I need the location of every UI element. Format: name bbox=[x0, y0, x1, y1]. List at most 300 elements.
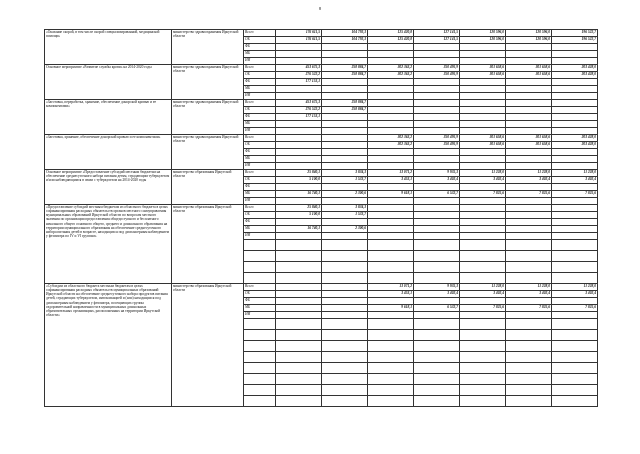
amount-cell bbox=[506, 114, 552, 121]
empty-cell bbox=[414, 363, 460, 374]
empty-cell bbox=[460, 396, 506, 407]
empty-cell bbox=[244, 341, 276, 352]
amount-cell: 453 675,3 bbox=[276, 65, 322, 72]
amount-cell bbox=[552, 156, 598, 163]
amount-cell bbox=[552, 107, 598, 114]
amount-cell bbox=[506, 44, 552, 51]
empty-cell bbox=[322, 262, 368, 273]
empty-cell bbox=[552, 330, 598, 341]
amount-cell bbox=[368, 51, 414, 58]
amount-cell: 177 153,1 bbox=[276, 79, 322, 86]
amount-cell: 120 596,0 bbox=[506, 30, 552, 37]
amount-cell: 7 825,6 bbox=[506, 191, 552, 198]
amount-cell bbox=[276, 291, 322, 298]
page-number: 8 bbox=[318, 6, 322, 11]
amount-cell: 176 611,5 bbox=[276, 30, 322, 37]
empty-cell bbox=[506, 330, 552, 341]
funding-source: ОБ bbox=[244, 142, 276, 149]
measure-name: «Заготовка, хранение, обеспечение донорской кровью и ее компонентами» bbox=[45, 135, 172, 170]
amount-cell: 1 533,7 bbox=[322, 212, 368, 219]
funding-source: МБ bbox=[244, 121, 276, 128]
amount-cell: 13 071,2 bbox=[368, 170, 414, 177]
amount-cell bbox=[414, 93, 460, 100]
funding-source: ОБ bbox=[244, 291, 276, 298]
amount-cell bbox=[552, 128, 598, 135]
funding-source: ИИ bbox=[244, 163, 276, 170]
amount-cell bbox=[368, 44, 414, 51]
amount-cell bbox=[322, 149, 368, 156]
empty-cell bbox=[276, 273, 322, 284]
funding-source: ОБ bbox=[244, 177, 276, 184]
funding-source: ОБ bbox=[244, 107, 276, 114]
amount-cell: 11 228,0 bbox=[552, 284, 598, 291]
empty-cell bbox=[414, 330, 460, 341]
amount-cell bbox=[506, 93, 552, 100]
amount-cell bbox=[460, 86, 506, 93]
funding-source: ИИ bbox=[244, 58, 276, 65]
empty-cell bbox=[244, 273, 276, 284]
amount-cell bbox=[322, 58, 368, 65]
amount-cell: 301 658,6 bbox=[506, 142, 552, 149]
amount-cell bbox=[506, 100, 552, 107]
funding-source: ФБ bbox=[244, 298, 276, 305]
empty-cell bbox=[552, 396, 598, 407]
amount-cell: 276 522,2 bbox=[276, 72, 322, 79]
amount-cell: 176 611,5 bbox=[276, 37, 322, 44]
amount-cell bbox=[276, 198, 322, 205]
amount-cell bbox=[368, 93, 414, 100]
amount-cell bbox=[322, 51, 368, 58]
amount-cell: 120 596,0 bbox=[460, 37, 506, 44]
amount-cell bbox=[276, 233, 322, 240]
funding-source: ОБ bbox=[244, 37, 276, 44]
amount-cell: 1 533,7 bbox=[322, 177, 368, 184]
empty-cell bbox=[414, 374, 460, 385]
amount-cell: 9 618,1 bbox=[368, 305, 414, 312]
amount-cell bbox=[414, 219, 460, 226]
funding-source: ИИ bbox=[244, 128, 276, 135]
amount-cell: 3 402,4 bbox=[552, 177, 598, 184]
amount-cell bbox=[322, 163, 368, 170]
amount-cell bbox=[506, 219, 552, 226]
amount-cell: 5 100,0 bbox=[276, 177, 322, 184]
amount-cell bbox=[414, 44, 460, 51]
amount-cell bbox=[552, 44, 598, 51]
amount-cell: 9 935,3 bbox=[414, 284, 460, 291]
amount-cell bbox=[414, 205, 460, 212]
empty-cell bbox=[460, 330, 506, 341]
empty-cell bbox=[368, 352, 414, 363]
amount-cell bbox=[552, 205, 598, 212]
amount-cell bbox=[552, 184, 598, 191]
amount-cell bbox=[276, 163, 322, 170]
amount-cell bbox=[460, 128, 506, 135]
amount-cell bbox=[506, 121, 552, 128]
empty-cell bbox=[552, 341, 598, 352]
empty-cell bbox=[244, 385, 276, 396]
empty-cell bbox=[460, 273, 506, 284]
empty-cell bbox=[244, 396, 276, 407]
amount-cell bbox=[506, 312, 552, 319]
amount-cell: 25 840,1 bbox=[276, 205, 322, 212]
empty-cell bbox=[460, 251, 506, 262]
amount-cell bbox=[276, 298, 322, 305]
table-row bbox=[45, 135, 598, 142]
amount-cell bbox=[460, 93, 506, 100]
amount-cell bbox=[552, 100, 598, 107]
amount-cell bbox=[414, 156, 460, 163]
amount-cell: 3 402,4 bbox=[414, 177, 460, 184]
amount-cell: 301 658,6 bbox=[460, 135, 506, 142]
amount-cell: 7 825,6 bbox=[506, 305, 552, 312]
amount-cell: 258 884,7 bbox=[322, 65, 368, 72]
amount-cell bbox=[368, 212, 414, 219]
amount-cell: 302 363,2 bbox=[368, 142, 414, 149]
empty-cell bbox=[414, 240, 460, 251]
amount-cell bbox=[460, 114, 506, 121]
empty-cell bbox=[460, 262, 506, 273]
amount-cell bbox=[368, 114, 414, 121]
amount-cell bbox=[460, 163, 506, 170]
amount-cell bbox=[368, 226, 414, 233]
amount-cell bbox=[552, 163, 598, 170]
amount-cell: 203 428,0 bbox=[552, 142, 598, 149]
empty-cell bbox=[322, 273, 368, 284]
amount-cell bbox=[506, 79, 552, 86]
empty-cell bbox=[414, 251, 460, 262]
amount-cell bbox=[506, 163, 552, 170]
amount-cell: 203 428,0 bbox=[552, 135, 598, 142]
amount-cell bbox=[368, 233, 414, 240]
funding-source: ИИ bbox=[244, 198, 276, 205]
amount-cell: 177 153,1 bbox=[276, 114, 322, 121]
amount-cell bbox=[322, 86, 368, 93]
amount-cell bbox=[368, 58, 414, 65]
empty-cell bbox=[276, 319, 322, 330]
empty-cell bbox=[276, 363, 322, 374]
empty-cell bbox=[414, 262, 460, 273]
funding-source: Всего bbox=[244, 135, 276, 142]
amount-cell: 7 825,6 bbox=[552, 305, 598, 312]
amount-cell bbox=[460, 198, 506, 205]
empty-cell bbox=[414, 352, 460, 363]
amount-cell bbox=[368, 163, 414, 170]
amount-cell bbox=[414, 163, 460, 170]
amount-cell bbox=[552, 58, 598, 65]
amount-cell: 125 420,8 bbox=[368, 37, 414, 44]
amount-cell: 302 363,2 bbox=[368, 135, 414, 142]
empty-cell bbox=[506, 273, 552, 284]
amount-cell bbox=[506, 51, 552, 58]
empty-cell bbox=[368, 341, 414, 352]
funding-source: МБ bbox=[244, 86, 276, 93]
empty-cell bbox=[276, 240, 322, 251]
measure-name: «Субсидии из областного бюджета местным бюджетам в целях софинансирования расходных обязательств муниципальных образований Иркутской области на обеспечение среднесуточного набора продуктов питания детей, страдающих туберкулезом, интоксикацией и (или) находящихся под диспансерным наблюдением у фтизиатра, посещающих группы оздоровительной направленности в муниципальных дошкольных образовательных организациях, расположенных на территории Иркутской области» bbox=[45, 284, 172, 407]
amount-cell: 350 495,9 bbox=[414, 135, 460, 142]
funding-source: МБ bbox=[244, 191, 276, 198]
amount-cell bbox=[368, 298, 414, 305]
amount-cell: 11 228,0 bbox=[460, 284, 506, 291]
empty-cell bbox=[552, 385, 598, 396]
empty-cell bbox=[276, 374, 322, 385]
amount-cell: 258 884,7 bbox=[322, 107, 368, 114]
amount-cell: 125 420,8 bbox=[368, 30, 414, 37]
funding-source: МБ bbox=[244, 305, 276, 312]
amount-cell bbox=[414, 51, 460, 58]
empty-cell bbox=[322, 341, 368, 352]
amount-cell bbox=[552, 121, 598, 128]
amount-cell: 203 428,0 bbox=[552, 72, 598, 79]
empty-cell bbox=[322, 363, 368, 374]
empty-cell bbox=[322, 385, 368, 396]
empty-cell bbox=[276, 352, 322, 363]
amount-cell bbox=[506, 226, 552, 233]
empty-cell bbox=[322, 240, 368, 251]
empty-cell bbox=[460, 385, 506, 396]
amount-cell bbox=[276, 128, 322, 135]
amount-cell bbox=[414, 58, 460, 65]
amount-cell bbox=[460, 79, 506, 86]
amount-cell bbox=[368, 149, 414, 156]
empty-cell bbox=[368, 262, 414, 273]
amount-cell: 3 834,3 bbox=[322, 205, 368, 212]
amount-cell bbox=[322, 184, 368, 191]
amount-cell: 301 658,6 bbox=[506, 135, 552, 142]
amount-cell: 196 522,7 bbox=[552, 30, 598, 37]
amount-cell: 120 596,0 bbox=[460, 30, 506, 37]
empty-cell bbox=[322, 374, 368, 385]
amount-cell bbox=[368, 121, 414, 128]
empty-cell bbox=[506, 319, 552, 330]
empty-cell bbox=[552, 262, 598, 273]
empty-cell bbox=[460, 319, 506, 330]
amount-cell bbox=[552, 51, 598, 58]
empty-cell bbox=[414, 273, 460, 284]
amount-cell bbox=[276, 93, 322, 100]
amount-cell bbox=[276, 184, 322, 191]
empty-cell bbox=[460, 363, 506, 374]
amount-cell: 13 071,2 bbox=[368, 284, 414, 291]
funding-source: ФБ bbox=[244, 219, 276, 226]
amount-cell bbox=[322, 312, 368, 319]
amount-cell: 302 363,2 bbox=[368, 65, 414, 72]
empty-cell bbox=[552, 374, 598, 385]
funding-source: ИИ bbox=[244, 233, 276, 240]
amount-cell bbox=[506, 212, 552, 219]
amount-cell bbox=[552, 312, 598, 319]
funding-source: МБ bbox=[244, 156, 276, 163]
amount-cell: 9 618,1 bbox=[368, 191, 414, 198]
empty-cell bbox=[506, 374, 552, 385]
amount-cell: 5 100,0 bbox=[276, 212, 322, 219]
amount-cell: 16 740,1 bbox=[276, 191, 322, 198]
amount-cell: 11 228,0 bbox=[506, 284, 552, 291]
amount-cell bbox=[506, 156, 552, 163]
empty-cell bbox=[506, 396, 552, 407]
amount-cell bbox=[506, 58, 552, 65]
amount-cell: 2 300,6 bbox=[322, 191, 368, 198]
amount-cell: 9 935,3 bbox=[414, 170, 460, 177]
amount-cell bbox=[322, 79, 368, 86]
amount-cell bbox=[552, 86, 598, 93]
amount-cell bbox=[368, 79, 414, 86]
amount-cell bbox=[552, 212, 598, 219]
empty-cell bbox=[414, 319, 460, 330]
empty-cell bbox=[244, 363, 276, 374]
empty-cell bbox=[506, 341, 552, 352]
measure-name: «Заготовка, переработка, хранение, обеспечение донорской кровью и ее компонентами» bbox=[45, 100, 172, 135]
amount-cell bbox=[322, 284, 368, 291]
amount-cell bbox=[322, 156, 368, 163]
amount-cell bbox=[322, 128, 368, 135]
amount-cell: 11 228,0 bbox=[506, 170, 552, 177]
amount-cell bbox=[460, 58, 506, 65]
amount-cell: 301 658,6 bbox=[506, 72, 552, 79]
empty-cell bbox=[368, 330, 414, 341]
amount-cell: 104 792,3 bbox=[322, 37, 368, 44]
empty-cell bbox=[244, 251, 276, 262]
executor-name: министерство образования Иркутской области bbox=[172, 205, 244, 284]
amount-cell: 350 495,9 bbox=[414, 65, 460, 72]
amount-cell bbox=[552, 298, 598, 305]
amount-cell bbox=[506, 149, 552, 156]
empty-cell bbox=[244, 330, 276, 341]
amount-cell: 127 141,5 bbox=[414, 30, 460, 37]
empty-cell bbox=[368, 251, 414, 262]
amount-cell: 3 402,4 bbox=[460, 291, 506, 298]
amount-cell bbox=[552, 198, 598, 205]
empty-cell bbox=[276, 330, 322, 341]
budget-table bbox=[44, 29, 598, 407]
amount-cell bbox=[368, 198, 414, 205]
amount-cell bbox=[276, 156, 322, 163]
budget-sheet bbox=[44, 29, 597, 407]
executor-name: министерство здравоохранения Иркутской области bbox=[172, 65, 244, 100]
empty-cell bbox=[552, 319, 598, 330]
amount-cell: 7 825,6 bbox=[552, 191, 598, 198]
amount-cell: 258 884,7 bbox=[322, 72, 368, 79]
amount-cell bbox=[414, 100, 460, 107]
amount-cell bbox=[368, 184, 414, 191]
empty-cell bbox=[460, 374, 506, 385]
empty-cell bbox=[276, 396, 322, 407]
amount-cell bbox=[322, 135, 368, 142]
amount-cell bbox=[276, 121, 322, 128]
funding-source: ФБ bbox=[244, 114, 276, 121]
table-row bbox=[45, 205, 598, 212]
amount-cell bbox=[414, 86, 460, 93]
amount-cell: 7 825,6 bbox=[460, 305, 506, 312]
amount-cell bbox=[552, 114, 598, 121]
funding-source: Всего bbox=[244, 284, 276, 291]
amount-cell bbox=[460, 156, 506, 163]
amount-cell bbox=[414, 298, 460, 305]
measure-name: «Предоставление субсидий местным бюджетам из областного бюджета в целях софинансирования расходных обязательств органов местного самоуправления муниципальных образований Иркутской области по вопросам местного значения по организации предоставления общедоступного и бесплатного начального общего основного общего, среднего и дошкольного образования на территории муниципального образования на обеспечение среднесуточного набора питания детей в возрасте, находящихся под диспансерным наблюдением у фтизиатра по IV и VI группам» bbox=[45, 205, 172, 284]
amount-cell bbox=[460, 226, 506, 233]
amount-cell bbox=[322, 142, 368, 149]
empty-cell bbox=[460, 240, 506, 251]
amount-cell bbox=[460, 107, 506, 114]
amount-cell bbox=[368, 100, 414, 107]
empty-cell bbox=[276, 385, 322, 396]
amount-cell bbox=[414, 79, 460, 86]
amount-cell bbox=[414, 233, 460, 240]
amount-cell bbox=[460, 100, 506, 107]
amount-cell bbox=[552, 149, 598, 156]
funding-source: ФБ bbox=[244, 184, 276, 191]
amount-cell bbox=[276, 44, 322, 51]
measure-name: Основное мероприятие «Предоставление субсидий местным бюджетам на обеспечение среднесуточного набора питания детям, страдающим туберкулезом и/или наблюдающимся в связи с туберкулезом на 2014-2020 годы bbox=[45, 170, 172, 205]
amount-cell bbox=[506, 233, 552, 240]
empty-cell bbox=[552, 240, 598, 251]
table-row bbox=[45, 170, 598, 177]
amount-cell: 6 532,7 bbox=[414, 305, 460, 312]
amount-cell bbox=[414, 121, 460, 128]
amount-cell bbox=[460, 298, 506, 305]
amount-cell bbox=[460, 312, 506, 319]
amount-cell bbox=[276, 305, 322, 312]
amount-cell bbox=[276, 219, 322, 226]
amount-cell: 302 363,2 bbox=[368, 72, 414, 79]
amount-cell: 3 402,4 bbox=[506, 177, 552, 184]
funding-source: Всего bbox=[244, 170, 276, 177]
empty-cell bbox=[506, 240, 552, 251]
funding-source: Всего bbox=[244, 65, 276, 72]
amount-cell bbox=[322, 93, 368, 100]
amount-cell bbox=[460, 184, 506, 191]
amount-cell: 2 300,6 bbox=[322, 226, 368, 233]
empty-cell bbox=[368, 319, 414, 330]
amount-cell bbox=[276, 58, 322, 65]
amount-cell bbox=[368, 219, 414, 226]
amount-cell: 3 453,1 bbox=[368, 291, 414, 298]
funding-source: ФБ bbox=[244, 79, 276, 86]
amount-cell bbox=[460, 212, 506, 219]
amount-cell: 301 658,6 bbox=[460, 65, 506, 72]
amount-cell bbox=[368, 156, 414, 163]
empty-cell bbox=[506, 251, 552, 262]
amount-cell bbox=[414, 198, 460, 205]
empty-cell bbox=[244, 319, 276, 330]
table-row bbox=[45, 100, 598, 107]
amount-cell bbox=[322, 114, 368, 121]
amount-cell: 350 495,9 bbox=[414, 72, 460, 79]
amount-cell bbox=[276, 149, 322, 156]
amount-cell bbox=[322, 198, 368, 205]
funding-source: МБ bbox=[244, 51, 276, 58]
amount-cell: 3 834,3 bbox=[322, 170, 368, 177]
amount-cell bbox=[414, 114, 460, 121]
funding-source: Всего bbox=[244, 205, 276, 212]
amount-cell: 6 532,7 bbox=[414, 191, 460, 198]
amount-cell bbox=[506, 107, 552, 114]
amount-cell: 203 428,0 bbox=[552, 65, 598, 72]
empty-cell bbox=[368, 396, 414, 407]
amount-cell bbox=[460, 219, 506, 226]
empty-cell bbox=[506, 262, 552, 273]
amount-cell bbox=[460, 149, 506, 156]
empty-cell bbox=[322, 396, 368, 407]
executor-name: министерство здравоохранения Иркутской области bbox=[172, 135, 244, 170]
empty-cell bbox=[414, 396, 460, 407]
funding-source: МБ bbox=[244, 226, 276, 233]
funding-source: Всего bbox=[244, 100, 276, 107]
funding-source: ИИ bbox=[244, 93, 276, 100]
amount-cell bbox=[322, 291, 368, 298]
amount-cell bbox=[552, 93, 598, 100]
funding-source: ОБ bbox=[244, 72, 276, 79]
amount-cell: 301 658,6 bbox=[460, 142, 506, 149]
